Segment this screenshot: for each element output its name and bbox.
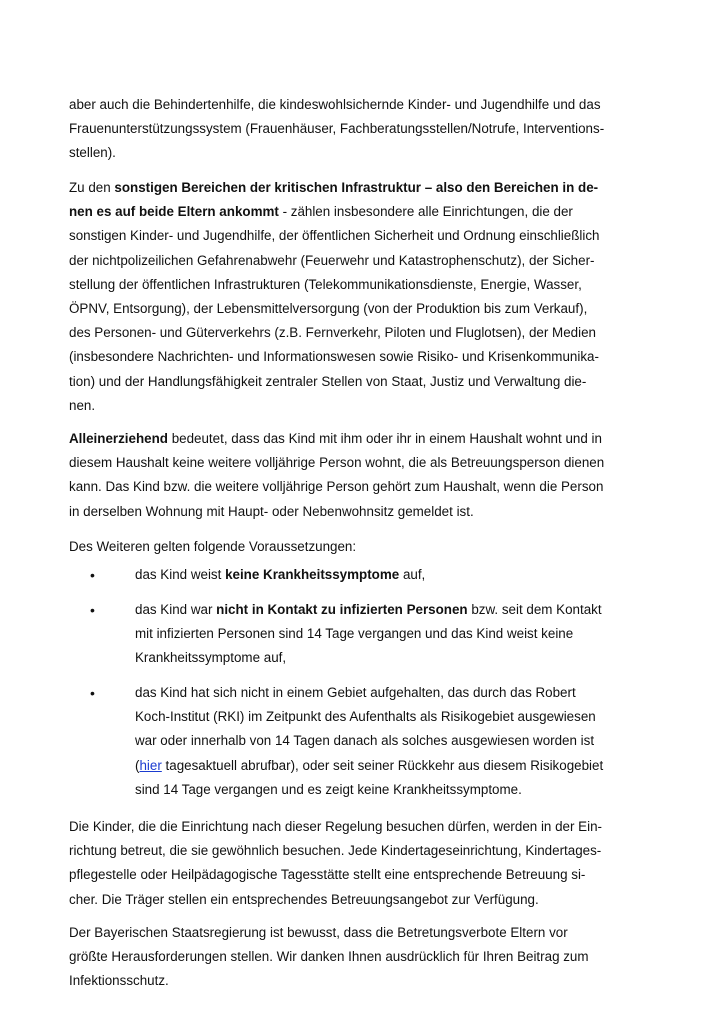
text-line: Infektionsschutz. bbox=[69, 973, 169, 989]
list-item-text bbox=[135, 681, 644, 802]
text-line bbox=[135, 754, 644, 778]
paragraph-single-parent bbox=[69, 427, 644, 524]
text-line: Krankheitssymptome auf, bbox=[135, 650, 287, 666]
bold-text: Alleinerziehend bbox=[69, 431, 168, 446]
paragraph-closing bbox=[69, 921, 644, 994]
bold-text: keine Krankheitssymptome bbox=[225, 567, 400, 582]
text-line: cher. Die Träger stellen ein entsprechendes Betreuungsangebot zur Verfügung. bbox=[69, 891, 539, 907]
text-line: diesem Haushalt keine weitere volljährige Person wohnt, die als Betreuungsperson dienen bbox=[69, 455, 605, 471]
text-line: das Kind hat sich nicht in einem Gebiet aufgehalten, das durch das Robert bbox=[135, 685, 576, 700]
text-line: in derselben Wohnung mit Haupt- oder Nebenwohnsitz gemeldet ist. bbox=[69, 503, 474, 519]
bullet-icon: • bbox=[90, 602, 95, 618]
bullet-icon: • bbox=[90, 685, 95, 701]
text-line: Des Weiteren gelten folgende Voraussetzungen: bbox=[69, 539, 357, 554]
text-run: das Kind weist bbox=[135, 567, 226, 582]
list-item-text bbox=[135, 563, 644, 587]
text-line: stellen). bbox=[69, 145, 116, 161]
bold-text: sonstigen Bereichen der kritischen Infrastruktur – also den Bereichen in de- bbox=[114, 180, 599, 195]
text-line: stellung der öffentlichen Infrastrukturen (Telekommunikationsdienste, Energie, Wasser, bbox=[69, 276, 582, 292]
text-line bbox=[69, 200, 644, 224]
rki-risk-areas-link[interactable]: hier bbox=[139, 757, 162, 773]
bold-text: nicht in Kontakt zu infizierten Personen bbox=[216, 602, 468, 617]
text-run: das Kind war bbox=[135, 602, 217, 617]
text-run: bzw. seit dem Kontakt bbox=[467, 602, 602, 617]
text-line: Der Bayerischen Staatsregierung ist bewusst, dass die Betretungsverbote Eltern vor bbox=[69, 925, 568, 940]
text-line: der nichtpolizeilichen Gefahrenabwehr (Feuerwehr und Katastrophenschutz), der Sicher- bbox=[69, 252, 595, 268]
text-line: sonstigen Kinder- und Jugendhilfe, der öffentlichen Sicherheit und Ordnung einschließlich bbox=[69, 228, 600, 244]
text-line: richtung betreut, die sie gewöhnlich besuchen. Jede Kindertageseinrichtung, Kindertages- bbox=[69, 843, 602, 859]
paragraph-requirements-intro bbox=[69, 535, 644, 559]
text-line: des Personen- und Güterverkehrs (z.B. Fernverkehr, Piloten und Fluglotsen), der Medien bbox=[69, 325, 596, 341]
text-run: - zählen insbesondere alle Einrichtungen, die der bbox=[278, 204, 573, 220]
paragraph-1 bbox=[69, 93, 644, 166]
text-line: kann. Das Kind bzw. die weitere volljährige Person gehört zum Haushalt, wenn die Person bbox=[69, 479, 604, 495]
bold-text: nen es auf beide Eltern ankommt bbox=[69, 204, 279, 220]
text-line: (insbesondere Nachrichten- und Informationswesen sowie Risiko- und Krisenkommunika- bbox=[69, 349, 599, 365]
text-line: ÖPNV, Entsorgung), der Lebensmittelversorgung (von der Produktion bis zum Verkauf), bbox=[69, 300, 588, 316]
text-line bbox=[69, 427, 644, 451]
text-run: bedeutet, dass das Kind mit ihm oder ihr in einem Haushalt wohnt und in bbox=[167, 431, 602, 446]
text-run: ( bbox=[135, 757, 140, 773]
paragraph-care-arrangements bbox=[69, 815, 644, 912]
text-line bbox=[69, 176, 644, 200]
paragraph-critical-infrastructure bbox=[69, 176, 644, 418]
text-line: pflegestelle oder Heilpädagogische Tagesstätte stellt eine entsprechende Betreuung si- bbox=[69, 867, 586, 883]
text-line: war oder innerhalb von 14 Tagen danach als solches ausgewiesen worden ist bbox=[135, 733, 595, 749]
text-line: nen. bbox=[69, 397, 96, 413]
list-item-text bbox=[135, 598, 644, 671]
text-line: größte Herausforderungen stellen. Wir danken Ihnen ausdrücklich für Ihren Beitrag zum bbox=[69, 949, 589, 965]
text-run: Zu den bbox=[69, 180, 115, 195]
text-line: aber auch die Behindertenhilfe, die kindeswohlsichernde Kinder- und Jugendhilfe und das bbox=[69, 97, 601, 112]
text-run: tagesaktuell abrufbar), oder seit seiner Rückkehr aus diesem Risikogebiet bbox=[161, 757, 604, 773]
text-line: Die Kinder, die die Einrichtung nach dieser Regelung besuchen dürfen, werden in der Ein- bbox=[69, 819, 602, 834]
bullet-icon: • bbox=[90, 567, 95, 583]
text-line: sind 14 Tage vergangen und es zeigt keine Krankheitssymptome. bbox=[135, 781, 522, 797]
text-line: mit infizierten Personen sind 14 Tage vergangen und das Kind weist keine bbox=[135, 626, 574, 642]
text-line: Frauenunterstützungssystem (Frauenhäuser, Fachberatungsstellen/Notrufe, Interventions- bbox=[69, 121, 605, 137]
text-line: Koch-Institut (RKI) im Zeitpunkt des Aufenthalts als Risikogebiet ausgewiesen bbox=[135, 709, 596, 725]
text-line bbox=[135, 563, 644, 587]
text-run: auf, bbox=[399, 567, 426, 582]
text-line: tion) und der Handlungsfähigkeit zentraler Stellen von Staat, Justiz und Verwaltung die- bbox=[69, 373, 587, 389]
text-line bbox=[135, 598, 644, 622]
